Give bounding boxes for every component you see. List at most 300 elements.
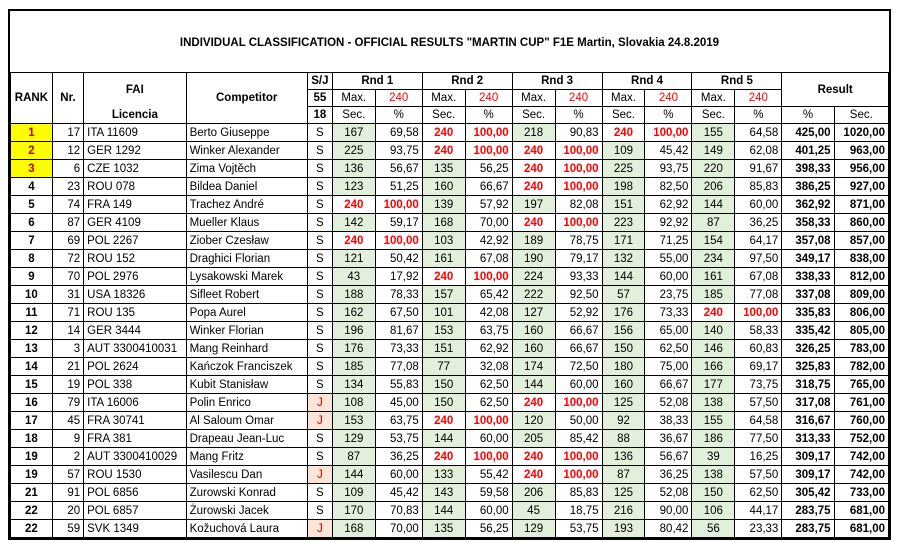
fai-cell: GER 4109 xyxy=(84,214,186,232)
round-1-header: Rnd 1 xyxy=(332,73,422,90)
round-4-pct: 90,00 xyxy=(645,502,692,520)
competitor-cell: Zima Vojtěch xyxy=(186,160,307,178)
round-2-sec: 135 xyxy=(422,520,465,538)
result-pct: 283,75 xyxy=(782,520,834,538)
fai-cell: USA 18326 xyxy=(84,286,186,304)
table-row xyxy=(11,358,889,376)
table-row xyxy=(11,466,889,484)
round-4-pct: 45,42 xyxy=(645,142,692,160)
round-3-sec: 222 xyxy=(512,286,555,304)
round-5-sec: 234 xyxy=(692,250,735,268)
round-1-sec: 225 xyxy=(332,142,375,160)
category-cell: S xyxy=(307,322,332,340)
competitor-cell: Sifleet Robert xyxy=(186,286,307,304)
result-pct: 386,25 xyxy=(782,178,834,196)
round-3-sec: 240 xyxy=(512,142,555,160)
nr-cell: 91 xyxy=(52,484,83,502)
competitor-cell: Kožuchová Laura xyxy=(186,520,307,538)
round-5-pct: 57,50 xyxy=(735,466,782,484)
results-body xyxy=(11,124,889,538)
round-3-pct: 90,83 xyxy=(555,124,602,142)
rank-cell: 11 xyxy=(11,304,53,322)
round-4-pct: 36,25 xyxy=(645,466,692,484)
round-1-sec: 123 xyxy=(332,178,375,196)
round-5-sec: 140 xyxy=(692,322,735,340)
category-cell: J xyxy=(307,466,332,484)
round-2-pct: 66,67 xyxy=(465,178,512,196)
competitor-cell: Bildea Daniel xyxy=(186,178,307,196)
round-2-sec: 77 xyxy=(422,358,465,376)
round-3-pct: 92,50 xyxy=(555,286,602,304)
round-1-sec: 240 xyxy=(332,196,375,214)
fai-cell: ROU 1530 xyxy=(84,466,186,484)
fai-cell: SVK 1349 xyxy=(84,520,186,538)
result-sec: 761,00 xyxy=(834,394,888,412)
round-2-pct: 65,42 xyxy=(465,286,512,304)
table-row xyxy=(11,268,889,286)
round-4-sec: 171 xyxy=(602,232,645,250)
rank-cell: 3 xyxy=(11,160,53,178)
round-4-pct: 92,92 xyxy=(645,214,692,232)
nr-header: Nr. xyxy=(52,73,83,124)
sj-18: 18 xyxy=(307,107,332,124)
fai-cell: POL 2976 xyxy=(84,268,186,286)
round-2-pct: 100,00 xyxy=(465,448,512,466)
round-3-pct: 66,67 xyxy=(555,340,602,358)
round-1-sec: 87 xyxy=(332,448,375,466)
rank-cell: 1 xyxy=(11,124,53,142)
table-row xyxy=(11,124,889,142)
sec-label: Sec. xyxy=(332,107,375,124)
sec-label: Sec. xyxy=(692,107,735,124)
category-cell: S xyxy=(307,376,332,394)
round-5-pct: 64,58 xyxy=(735,124,782,142)
round-1-pct: 73,33 xyxy=(375,340,422,358)
competitor-cell: Lysakowski Marek xyxy=(186,268,307,286)
round-3-sec: 190 xyxy=(512,250,555,268)
round-4-sec: 198 xyxy=(602,178,645,196)
round-1-pct: 100,00 xyxy=(375,232,422,250)
round-3-sec: 224 xyxy=(512,268,555,286)
round-3-sec: 189 xyxy=(512,232,555,250)
round-1-pct: 67,50 xyxy=(375,304,422,322)
round-2-sec: 157 xyxy=(422,286,465,304)
result-sec: 742,00 xyxy=(834,466,888,484)
round-2-sec: 240 xyxy=(422,448,465,466)
round-4-pct: 73,33 xyxy=(645,304,692,322)
table-row xyxy=(11,412,889,430)
result-sec: 1020,00 xyxy=(834,124,888,142)
result-sec: 806,00 xyxy=(834,304,888,322)
max-label: Max. xyxy=(692,90,735,107)
round-5-sec: 185 xyxy=(692,286,735,304)
round-5-pct: 62,50 xyxy=(735,484,782,502)
round-5-pct: 16,25 xyxy=(735,448,782,466)
result-pct: 362,92 xyxy=(782,196,834,214)
round-3-pct: 93,33 xyxy=(555,268,602,286)
round-3-pct: 100,00 xyxy=(555,214,602,232)
round-1-pct: 70,00 xyxy=(375,520,422,538)
round-5-sec: 138 xyxy=(692,466,735,484)
rank-cell: 9 xyxy=(11,268,53,286)
result-sec: 760,00 xyxy=(834,412,888,430)
rank-cell: 19 xyxy=(11,466,53,484)
round-5-pct: 62,08 xyxy=(735,142,782,160)
round-5-pct: 57,50 xyxy=(735,394,782,412)
category-cell: S xyxy=(307,232,332,250)
round-3-pct: 100,00 xyxy=(555,466,602,484)
round-5-sec: 150 xyxy=(692,484,735,502)
round-3-sec: 205 xyxy=(512,430,555,448)
round-4-sec: 150 xyxy=(602,340,645,358)
competitor-cell: Winker Florian xyxy=(186,322,307,340)
round-2-sec: 143 xyxy=(422,484,465,502)
result-pct: 357,08 xyxy=(782,232,834,250)
round-1-pct: 53,75 xyxy=(375,430,422,448)
round-5-pct: 23,33 xyxy=(735,520,782,538)
round-1-sec: 170 xyxy=(332,502,375,520)
round-3-sec: 127 xyxy=(512,304,555,322)
table-row xyxy=(11,502,889,520)
round-4-pct: 60,00 xyxy=(645,268,692,286)
result-pct: 309,17 xyxy=(782,466,834,484)
round-3-sec: 240 xyxy=(512,214,555,232)
round-2-sec: 240 xyxy=(422,412,465,430)
fai-header: FAI xyxy=(84,73,186,107)
result-sec: 681,00 xyxy=(834,502,888,520)
category-cell: S xyxy=(307,286,332,304)
round-3-header: Rnd 3 xyxy=(512,73,602,90)
round-4-pct: 38,33 xyxy=(645,412,692,430)
round-4-sec: 87 xyxy=(602,466,645,484)
round-4-sec: 144 xyxy=(602,268,645,286)
table-row xyxy=(11,484,889,502)
round-2-pct: 56,25 xyxy=(465,520,512,538)
category-cell: S xyxy=(307,430,332,448)
nr-cell: 87 xyxy=(52,214,83,232)
nr-cell: 17 xyxy=(52,124,83,142)
round-1-sec: 129 xyxy=(332,430,375,448)
table-row xyxy=(11,214,889,232)
round-3-sec: 240 xyxy=(512,466,555,484)
round-2-sec: 240 xyxy=(422,268,465,286)
round-4-sec: 193 xyxy=(602,520,645,538)
round-4-sec: 136 xyxy=(602,448,645,466)
fai-cell: ROU 135 xyxy=(84,304,186,322)
round-3-pct: 100,00 xyxy=(555,160,602,178)
round-5-sec: 144 xyxy=(692,196,735,214)
round-5-sec: 155 xyxy=(692,124,735,142)
round-3-sec: 240 xyxy=(512,394,555,412)
category-cell: S xyxy=(307,340,332,358)
rank-header: RANK xyxy=(11,73,53,124)
round-1-sec: 185 xyxy=(332,358,375,376)
round-3-pct: 100,00 xyxy=(555,178,602,196)
round-4-pct: 66,67 xyxy=(645,376,692,394)
competitor-cell: Mang Fritz xyxy=(186,448,307,466)
round-5-sec: 206 xyxy=(692,178,735,196)
round-5-sec: 166 xyxy=(692,358,735,376)
round-1-sec: 136 xyxy=(332,160,375,178)
competitor-cell: Draghici Florian xyxy=(186,250,307,268)
fai-cell: AUT 3300410031 xyxy=(84,340,186,358)
round-2-sec: 103 xyxy=(422,232,465,250)
rank-cell: 15 xyxy=(11,376,53,394)
result-pct: 325,83 xyxy=(782,358,834,376)
result-pct: 335,42 xyxy=(782,322,834,340)
round-4-pct: 100,00 xyxy=(645,124,692,142)
nr-cell: 6 xyxy=(52,160,83,178)
fai-cell: CZE 1032 xyxy=(84,160,186,178)
round-2-pct: 63,75 xyxy=(465,322,512,340)
licencia-header: Licencia xyxy=(84,107,186,124)
category-cell: S xyxy=(307,484,332,502)
result-sec: 963,00 xyxy=(834,142,888,160)
table-row xyxy=(11,232,889,250)
round-5-header: Rnd 5 xyxy=(692,73,782,90)
round-3-sec: 218 xyxy=(512,124,555,142)
round-3-sec: 144 xyxy=(512,376,555,394)
pct-label: % xyxy=(555,107,602,124)
round-3-sec: 240 xyxy=(512,178,555,196)
nr-cell: 2 xyxy=(52,448,83,466)
nr-cell: 14 xyxy=(52,322,83,340)
round-2-pct: 100,00 xyxy=(465,412,512,430)
table-row xyxy=(11,178,889,196)
round-4-sec: 125 xyxy=(602,484,645,502)
round-5-pct: 36,25 xyxy=(735,214,782,232)
competitor-cell: Berto Giuseppe xyxy=(186,124,307,142)
round-3-sec: 129 xyxy=(512,520,555,538)
rank-cell: 22 xyxy=(11,520,53,538)
result-sec: 860,00 xyxy=(834,214,888,232)
table-row xyxy=(11,304,889,322)
round-3-sec: 160 xyxy=(512,322,555,340)
competitor-cell: Trachez André xyxy=(186,196,307,214)
rank-cell: 4 xyxy=(11,178,53,196)
nr-cell: 20 xyxy=(52,502,83,520)
round-3-sec: 174 xyxy=(512,358,555,376)
competitor-cell: Kańczok Franciszek xyxy=(186,358,307,376)
round-1-pct: 63,75 xyxy=(375,412,422,430)
round-2-sec: 150 xyxy=(422,376,465,394)
round-5-pct: 44,17 xyxy=(735,502,782,520)
max-value: 240 xyxy=(735,90,782,107)
round-4-sec: 216 xyxy=(602,502,645,520)
rank-cell: 17 xyxy=(11,412,53,430)
result-header: Result xyxy=(782,73,889,107)
round-1-pct: 81,67 xyxy=(375,322,422,340)
result-pct: 326,25 xyxy=(782,340,834,358)
round-2-pct: 67,08 xyxy=(465,250,512,268)
round-2-sec: 139 xyxy=(422,196,465,214)
nr-cell: 72 xyxy=(52,250,83,268)
fai-cell: POL 6856 xyxy=(84,484,186,502)
round-4-pct: 71,25 xyxy=(645,232,692,250)
round-3-pct: 72,50 xyxy=(555,358,602,376)
sec-label: Sec. xyxy=(602,107,645,124)
round-1-sec: 142 xyxy=(332,214,375,232)
nr-cell: 21 xyxy=(52,358,83,376)
round-2-pct: 32,08 xyxy=(465,358,512,376)
round-2-pct: 57,92 xyxy=(465,196,512,214)
fai-cell: ROU 078 xyxy=(84,178,186,196)
pct-label: % xyxy=(735,107,782,124)
round-1-pct: 36,25 xyxy=(375,448,422,466)
round-1-pct: 55,83 xyxy=(375,376,422,394)
round-2-sec: 151 xyxy=(422,340,465,358)
fai-cell: FRA 381 xyxy=(84,430,186,448)
table-row xyxy=(11,430,889,448)
result-pct: 317,08 xyxy=(782,394,834,412)
result-pct: 401,25 xyxy=(782,142,834,160)
result-sec: 782,00 xyxy=(834,358,888,376)
round-1-sec: 162 xyxy=(332,304,375,322)
result-sec: 871,00 xyxy=(834,196,888,214)
round-5-sec: 220 xyxy=(692,160,735,178)
nr-cell: 70 xyxy=(52,268,83,286)
round-3-pct: 18,75 xyxy=(555,502,602,520)
table-row xyxy=(11,250,889,268)
nr-cell: 12 xyxy=(52,142,83,160)
round-5-pct: 77,50 xyxy=(735,430,782,448)
round-1-sec: 153 xyxy=(332,412,375,430)
rank-cell: 21 xyxy=(11,484,53,502)
category-cell: S xyxy=(307,196,332,214)
rank-cell: 10 xyxy=(11,286,53,304)
round-1-sec: 121 xyxy=(332,250,375,268)
competitor-cell: Winker Alexander xyxy=(186,142,307,160)
round-5-pct: 100,00 xyxy=(735,304,782,322)
round-5-sec: 39 xyxy=(692,448,735,466)
category-cell: S xyxy=(307,448,332,466)
round-4-pct: 55,00 xyxy=(645,250,692,268)
round-4-pct: 52,08 xyxy=(645,484,692,502)
category-cell: S xyxy=(307,142,332,160)
round-2-pct: 62,50 xyxy=(465,376,512,394)
round-3-pct: 78,75 xyxy=(555,232,602,250)
round-2-sec: 133 xyxy=(422,466,465,484)
round-4-sec: 57 xyxy=(602,286,645,304)
round-1-pct: 100,00 xyxy=(375,196,422,214)
round-5-pct: 64,17 xyxy=(735,232,782,250)
round-2-header: Rnd 2 xyxy=(422,73,512,90)
pct-label: % xyxy=(645,107,692,124)
round-1-pct: 50,42 xyxy=(375,250,422,268)
result-pct: 316,67 xyxy=(782,412,834,430)
result-pct: 313,33 xyxy=(782,430,834,448)
round-4-sec: 109 xyxy=(602,142,645,160)
result-sec: 783,00 xyxy=(834,340,888,358)
result-sec: 805,00 xyxy=(834,322,888,340)
round-2-sec: 150 xyxy=(422,394,465,412)
round-4-sec: 180 xyxy=(602,358,645,376)
max-value: 240 xyxy=(645,90,692,107)
table-row xyxy=(11,394,889,412)
round-1-pct: 77,08 xyxy=(375,358,422,376)
nr-cell: 74 xyxy=(52,196,83,214)
nr-cell: 57 xyxy=(52,466,83,484)
round-3-sec: 206 xyxy=(512,484,555,502)
max-label: Max. xyxy=(602,90,645,107)
fai-cell: FRA 149 xyxy=(84,196,186,214)
round-3-sec: 197 xyxy=(512,196,555,214)
round-5-pct: 67,08 xyxy=(735,268,782,286)
table-row xyxy=(11,340,889,358)
round-5-pct: 58,33 xyxy=(735,322,782,340)
rank-cell: 22 xyxy=(11,502,53,520)
nr-cell: 23 xyxy=(52,178,83,196)
result-sec: 812,00 xyxy=(834,268,888,286)
round-1-sec: 176 xyxy=(332,340,375,358)
nr-cell: 59 xyxy=(52,520,83,538)
round-1-pct: 93,75 xyxy=(375,142,422,160)
sj-header: S/J xyxy=(307,73,332,90)
round-3-sec: 120 xyxy=(512,412,555,430)
round-2-sec: 144 xyxy=(422,502,465,520)
result-pct: 425,00 xyxy=(782,124,834,142)
fai-cell: ITA 16006 xyxy=(84,394,186,412)
results-sheet xyxy=(8,9,891,540)
result-sec: 742,00 xyxy=(834,448,888,466)
table-row xyxy=(11,376,889,394)
table-row xyxy=(11,160,889,178)
round-3-pct: 100,00 xyxy=(555,448,602,466)
round-2-sec: 240 xyxy=(422,124,465,142)
round-2-pct: 70,00 xyxy=(465,214,512,232)
category-cell: S xyxy=(307,214,332,232)
table-row xyxy=(11,322,889,340)
rank-cell: 6 xyxy=(11,214,53,232)
category-cell: S xyxy=(307,502,332,520)
nr-cell: 9 xyxy=(52,430,83,448)
round-2-sec: 135 xyxy=(422,160,465,178)
competitor-cell: Kubit Stanisław xyxy=(186,376,307,394)
round-3-pct: 85,42 xyxy=(555,430,602,448)
category-cell: S xyxy=(307,358,332,376)
round-4-pct: 62,50 xyxy=(645,340,692,358)
round-1-sec: 134 xyxy=(332,376,375,394)
max-value: 240 xyxy=(555,90,602,107)
round-4-sec: 160 xyxy=(602,376,645,394)
result-pct: 337,08 xyxy=(782,286,834,304)
round-2-sec: 161 xyxy=(422,250,465,268)
round-1-pct: 69,58 xyxy=(375,124,422,142)
round-1-pct: 59,17 xyxy=(375,214,422,232)
round-4-pct: 80,42 xyxy=(645,520,692,538)
round-3-pct: 82,08 xyxy=(555,196,602,214)
result-sec: 956,00 xyxy=(834,160,888,178)
rank-cell: 12 xyxy=(11,322,53,340)
category-cell: S xyxy=(307,178,332,196)
result-pct: 358,33 xyxy=(782,214,834,232)
header-row-1 xyxy=(11,73,889,90)
round-5-sec: 146 xyxy=(692,340,735,358)
round-2-pct: 62,92 xyxy=(465,340,512,358)
sec-label: Sec. xyxy=(422,107,465,124)
round-2-sec: 168 xyxy=(422,214,465,232)
competitor-cell: Ziober Czesław xyxy=(186,232,307,250)
result-sec: 681,00 xyxy=(834,520,888,538)
round-3-sec: 45 xyxy=(512,502,555,520)
round-5-pct: 60,83 xyxy=(735,340,782,358)
fai-cell: ITA 11609 xyxy=(84,124,186,142)
fai-cell: POL 338 xyxy=(84,376,186,394)
round-3-pct: 66,67 xyxy=(555,322,602,340)
category-cell: J xyxy=(307,412,332,430)
competitor-cell: Mueller Klaus xyxy=(186,214,307,232)
max-label: Max. xyxy=(512,90,555,107)
